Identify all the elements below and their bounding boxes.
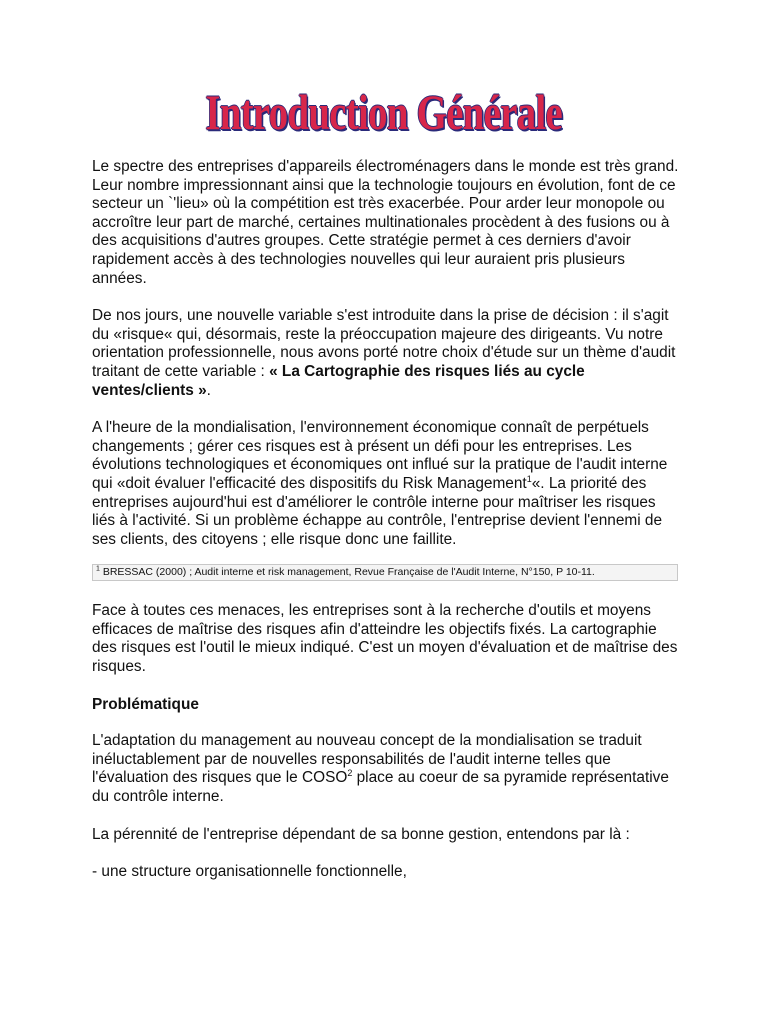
document-body xyxy=(92,158,682,901)
paragraph-mondialisation-text-b: «. La priorité des entreprises aujourd'hui est d'améliorer le contrôle interne pour maîtriser les risques liés à l'activité. Si un problème échappe au contrôle, l'entreprise devient l'ennemi de ses clients, des citoyens ; elle risque donc une faillite. xyxy=(92,474,663,548)
paragraph-adaptation xyxy=(92,732,682,806)
paragraph-risk-variable-text: De nos jours, une nouvelle variable s'est introduite dans la prise de décision : il s'agit du «risque« qui, désormais, reste la préoccupation majeure des dirigeants. Vu notre orientation professionnelle, nous avons porté notre choix d'étude sur un thème d'audit traitant de cette variable : xyxy=(92,307,676,380)
paragraph-mondialisation-text-a: A l'heure de la mondialisation, l'environnement économique connaît de perpétuels changements ; gérer ces risques est à présent un défi pour les entreprises. Les évolutions technologiques et économiques ont influé sur la pratique de l'audit interne qui «doit évaluer l'efficacité des dispositifs du Risk Management xyxy=(92,419,668,492)
footnote-text: BRESSAC (2000) ; Audit interne et risk management, Revue Française de l'Audit Interne, N°150, P 10-11. xyxy=(99,566,595,579)
paragraph-menaces: Face à toutes ces menaces, les entreprises sont à la recherche d'outils et moyens efficaces de maîtrise des risques afin d'atteindre les objectifs fixés. La cartographie des risques est l'outil le mieux indiqué. C'est un moyen d'évaluation et de maîtrise des risques. xyxy=(92,602,678,676)
paragraph-adaptation-text-a: L'adaptation du management au nouveau concept de la mondialisation se traduit inéluctablement par de nouvelles responsabilités de l'audit interne telles que l'évaluation des risques que le COSO xyxy=(92,732,642,787)
paragraph-intro: Le spectre des entreprises d'appareils électroménagers dans le monde est très grand. Leur nombre impressionnant ainsi que la technologie toujours en évolution, font de ce secteur un `'lieu» où la compétition est très exacerbée. Pour arder leur monopole ou accroître leur part de marché, certaines multinationales procèdent à des fusions ou à des acquisitions d'autres groupes. Cette stratégie permet à ces derniers d'avoir rapidement accès à des technologies nouvelles qui leur auraient pris plusieurs années. xyxy=(92,158,679,287)
title-container xyxy=(0,82,768,142)
paragraph-adaptation-text-b: place au coeur de sa pyramide représentative du contrôle interne. xyxy=(92,769,669,806)
paragraph-end-period: . xyxy=(206,381,211,399)
study-theme-bold: « La Cartographie des risques liés au cycle ventes/clients » xyxy=(92,362,585,399)
section-heading-problematique: Problématique xyxy=(92,695,199,713)
footnote-number: 1 xyxy=(96,565,100,573)
list-item-structure: - une structure organisationnelle fonctionnelle, xyxy=(92,863,407,881)
paragraph-risk-variable xyxy=(92,307,682,400)
footnote xyxy=(92,564,678,581)
paragraph-mondialisation xyxy=(92,419,682,549)
page-title: Introduction Générale xyxy=(205,84,563,140)
paragraph-perennite: La pérennité de l'entreprise dépendant de sa bonne gestion, entendons par là : xyxy=(92,825,630,843)
footnote-reference-2: 2 xyxy=(347,768,353,779)
footnote-reference-1: 1 xyxy=(526,473,532,484)
